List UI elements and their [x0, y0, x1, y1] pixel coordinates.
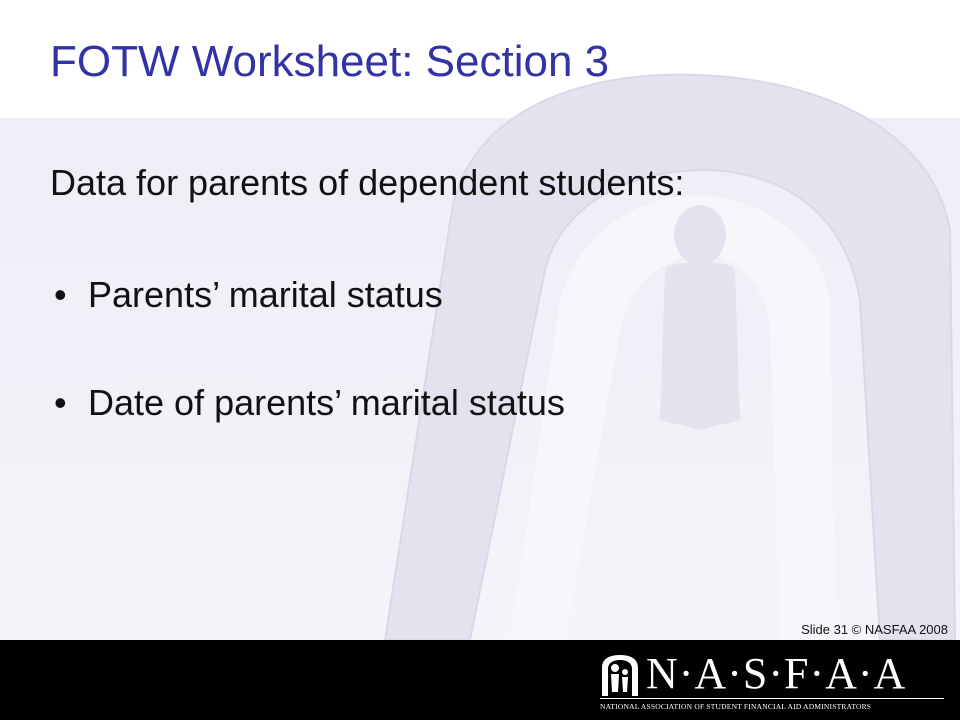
- bullet-dot: •: [54, 382, 67, 423]
- nasfaa-subtitle: NATIONAL ASSOCIATION OF STUDENT FINANCIAL AID ADMINISTRATORS: [600, 702, 872, 711]
- nasfaa-figures-icon: [600, 654, 640, 696]
- bullet-item: [50, 272, 565, 318]
- nasfaa-logo: [598, 649, 950, 716]
- slide-title: FOTW Worksheet: Section 3: [50, 37, 610, 86]
- bullet-text: Parents’ marital status: [88, 274, 443, 315]
- logo-divider: [600, 698, 944, 699]
- lead-text: Data for parents of dependent students:: [50, 162, 685, 203]
- bullet-item: [50, 380, 565, 426]
- bullet-dot: •: [54, 274, 67, 315]
- bullet-text: Date of parents’ marital status: [88, 382, 565, 423]
- nasfaa-wordmark: N·A·S·F·A·A: [646, 649, 907, 698]
- bullet-list: [50, 272, 565, 488]
- slide-caption: Slide 31 © NASFAA 2008: [801, 622, 948, 637]
